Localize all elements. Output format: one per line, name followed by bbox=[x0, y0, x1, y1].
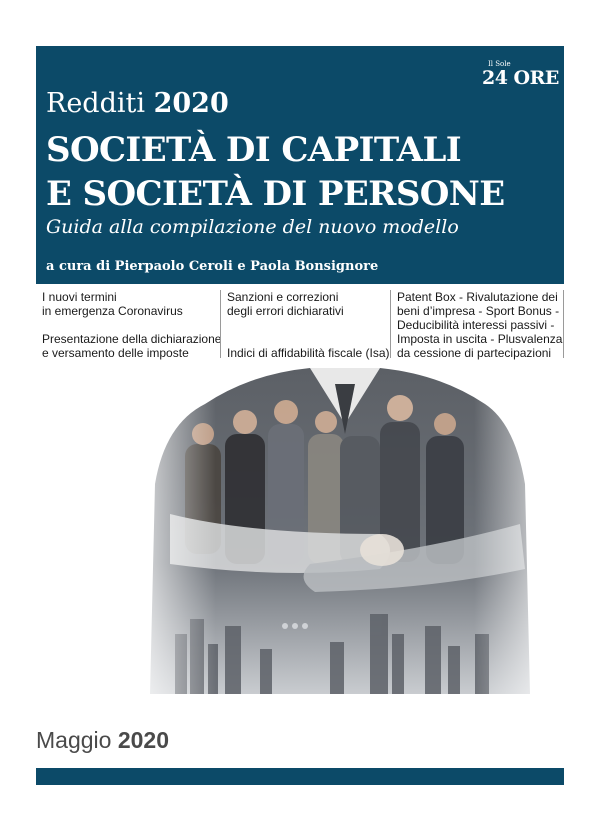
topic-line: Deducibilità interessi passivi - bbox=[397, 318, 555, 332]
cover-photo-businessman-team bbox=[130, 364, 560, 704]
date-year: 2020 bbox=[117, 727, 169, 753]
topic-line: Indici di affidabilità fiscale (Isa) bbox=[227, 346, 390, 360]
topic-line: degli errori dichiarativi bbox=[227, 304, 344, 318]
series-title bbox=[46, 88, 229, 119]
topics-column-3 bbox=[390, 290, 561, 358]
topic-line: I nuovi termini bbox=[42, 290, 117, 304]
topic-line: Presentazione della dichiarazione bbox=[42, 332, 222, 346]
topics-right-divider bbox=[563, 290, 564, 358]
main-title-line-2: E SOCIETÀ DI PERSONE bbox=[46, 174, 505, 214]
date-month: Maggio bbox=[36, 727, 112, 753]
topic-line: e versamento delle imposte bbox=[42, 346, 189, 360]
series-prefix: Redditi bbox=[46, 88, 145, 119]
sole-24-ore-logo bbox=[482, 60, 559, 89]
topic-line: Patent Box - Rivalutazione dei bbox=[397, 290, 558, 304]
series-year: 2020 bbox=[153, 88, 229, 119]
topics-column-1 bbox=[42, 290, 222, 360]
editors-credit: a cura di Pierpaolo Ceroli e Paola Bonsignore bbox=[46, 259, 379, 274]
topics-strip bbox=[36, 290, 564, 358]
topic-line: da cessione di partecipazioni bbox=[397, 346, 552, 360]
logo-small-text: Il Sole bbox=[488, 60, 511, 68]
topic-line: beni d’impresa - Sport Bonus - bbox=[397, 304, 560, 318]
logo-main-text: 24 ORE bbox=[482, 67, 559, 89]
cover-banner bbox=[36, 46, 564, 284]
subtitle: Guida alla compilazione del nuovo modello bbox=[46, 216, 459, 238]
main-title-line-1: SOCIETÀ DI CAPITALI bbox=[46, 130, 462, 170]
topics-column-2 bbox=[220, 290, 390, 360]
topic-line: Sanzioni e correzioni bbox=[227, 290, 339, 304]
footer-bar bbox=[36, 768, 564, 785]
publication-date bbox=[36, 727, 169, 754]
topic-line: Imposta in uscita - Plusvalenza bbox=[397, 332, 563, 346]
topic-line: in emergenza Coronavirus bbox=[42, 304, 183, 318]
